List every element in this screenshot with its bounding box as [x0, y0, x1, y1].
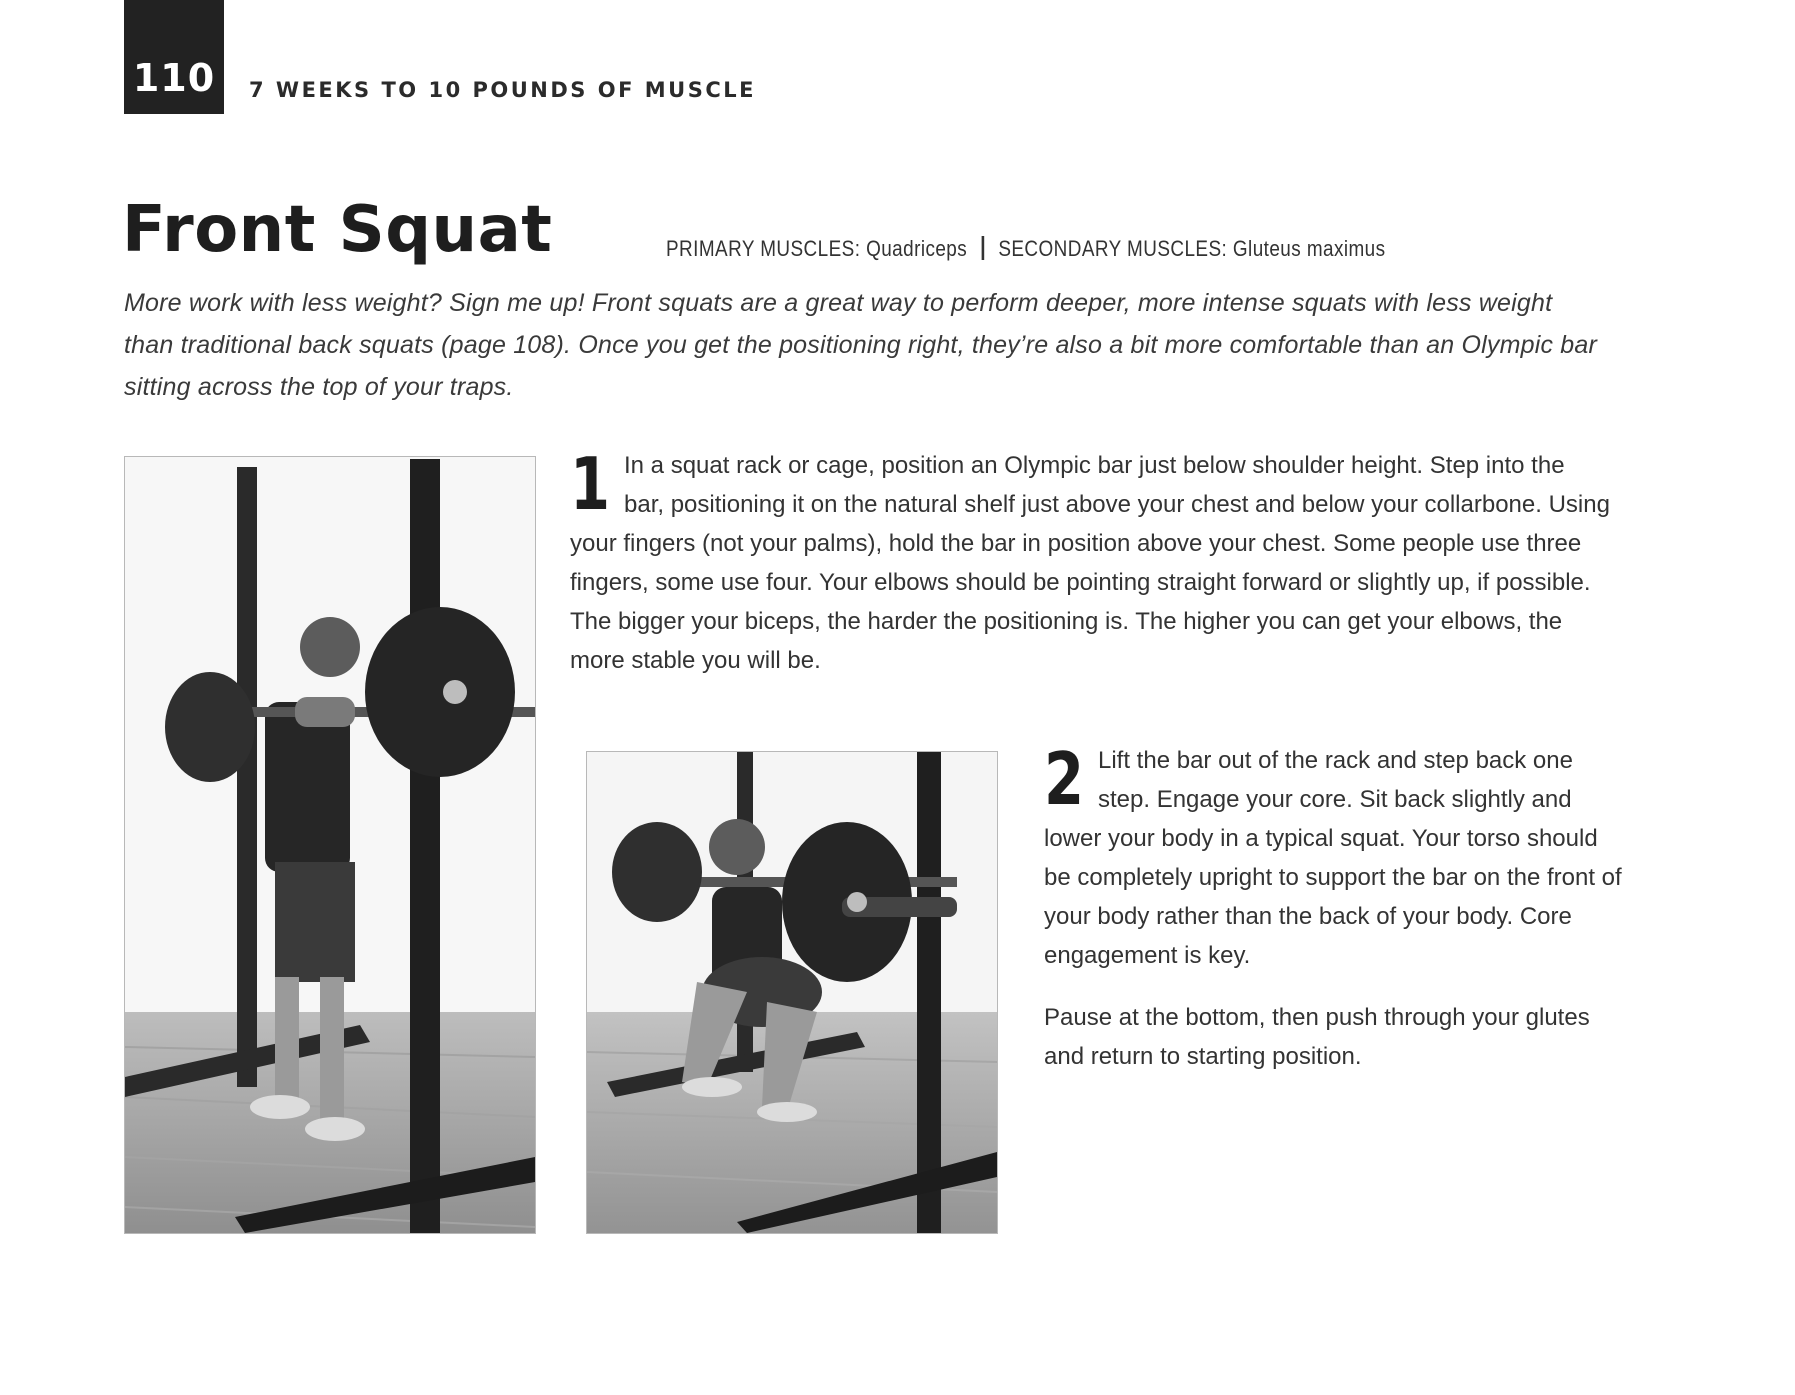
step-1: [570, 442, 1610, 680]
step-1-number: 1: [570, 442, 611, 526]
secondary-muscles-label: SECONDARY MUSCLES:: [998, 236, 1228, 261]
page-number: [124, 0, 224, 114]
step-2-number: 2: [1044, 737, 1085, 821]
step-2: [1044, 737, 1624, 975]
standing-photo-illustration: [125, 457, 535, 1233]
intro-paragraph: More work with less weight? Sign me up! Front squats are a great way to perform deeper, more intense squats with less weight than traditional back squats (page 108). Once you get the positioning right, they’re also a bit more comfortable than an Olympic bar sitting across the top of your traps.: [124, 289, 1598, 401]
squatting-photo-illustration: [587, 752, 997, 1233]
running-title: 7 WEEKS TO 10 POUNDS OF MUSCLE: [249, 78, 756, 102]
exercise-title: Front Squat: [122, 193, 553, 267]
secondary-muscles-value: Gluteus maximus: [1232, 236, 1386, 261]
page-number-text: 110: [132, 56, 216, 100]
standing-front-squat-photo: [124, 456, 536, 1234]
squatting-front-squat-photo: [586, 751, 998, 1234]
step-2-extra-text: Pause at the bottom, then push through your glutes and return to starting position.: [1044, 1004, 1590, 1070]
muscle-separator: [981, 236, 984, 260]
primary-muscles-value: Quadriceps: [866, 236, 968, 261]
muscle-info: [666, 236, 1386, 262]
primary-muscles-label: PRIMARY MUSCLES:: [666, 236, 861, 261]
step-2-text: Lift the bar out of the rack and step back one step. Engage your core. Sit back slightly and lower your body in a typical squat. Your torso should be completely upright to support the bar on the front of your body rather than the back of your body. Core engagement is key.: [1044, 747, 1622, 969]
step-1-text: In a squat rack or cage, position an Olympic bar just below shoulder height. Step into the bar, positioning it on the natural shelf just above your chest and below your collarbone. Using your fingers (not your palms), hold the bar in position above your chest. Some people use three fingers, some use four. Your elbows should be pointing straight forward or slightly up, if possible. The bigger your biceps, the harder the positioning is. The higher you can get your elbows, the more stable you will be.: [570, 452, 1610, 674]
